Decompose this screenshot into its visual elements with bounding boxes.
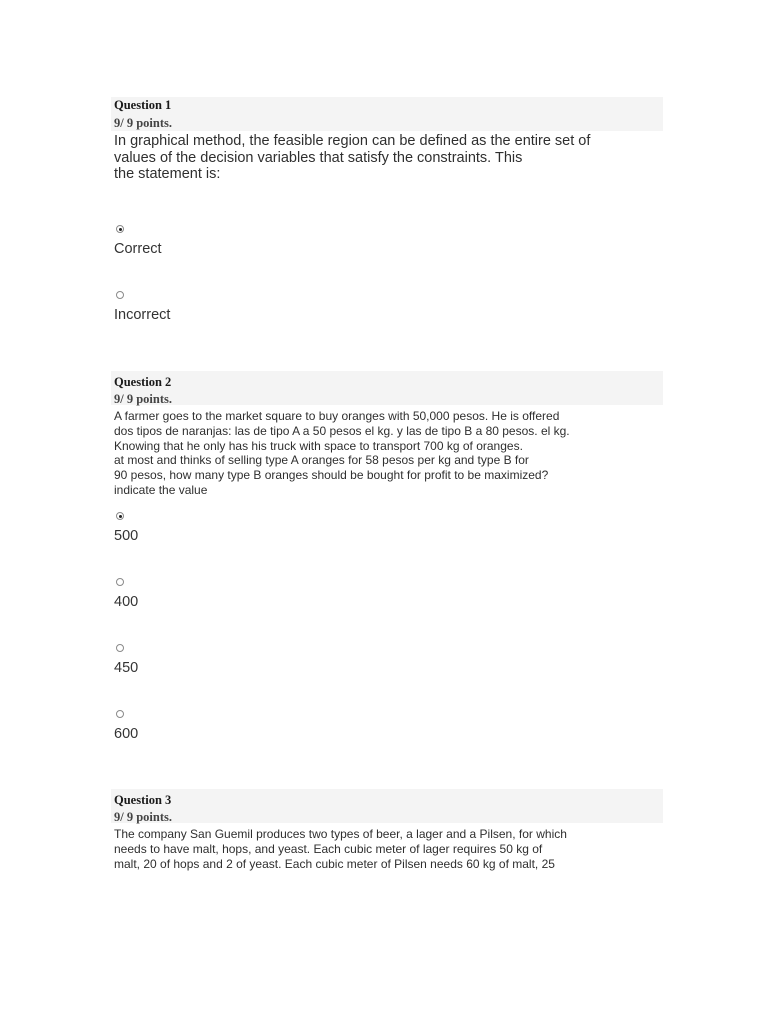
question-points: 9/ 9 points. — [114, 392, 173, 406]
question-header — [111, 371, 663, 405]
question-points: 9/ 9 points. — [114, 116, 173, 130]
answer-option[interactable] — [114, 291, 414, 331]
radio-button[interactable] — [116, 710, 124, 718]
question-text-line: malt, 20 of hops and 2 of yeast. Each cubic meter of Pilsen needs 60 kg of malt, 25 — [114, 856, 555, 871]
question-text-line: 90 pesos, how many type B oranges should be bought for profit to be maximized? — [114, 468, 549, 483]
answer-option[interactable] — [114, 710, 414, 750]
question-text-line: indicate the value — [114, 482, 208, 497]
question-text-line: at most and thinks of selling type A oranges for 58 pesos per kg and type B for — [114, 453, 529, 468]
question-text-line: needs to have malt, hops, and yeast. Each cubic meter of lager requires 50 kg of — [114, 841, 543, 856]
question-title: Question 2 — [114, 375, 172, 389]
radio-button[interactable] — [116, 578, 124, 586]
answer-option-label: 400 — [114, 594, 139, 610]
question-title: Question 1 — [114, 98, 172, 112]
question-text — [114, 133, 634, 183]
question-text-line: The company San Guemil produces two types of beer, a lager and a Pilsen, for which — [114, 827, 567, 841]
question-text-line: A farmer goes to the market square to buy oranges with 50,000 pesos. He is offered — [114, 409, 560, 423]
answer-option[interactable] — [114, 225, 414, 265]
question-header — [111, 97, 663, 131]
question-points: 9/ 9 points. — [114, 810, 173, 824]
answer-option-label: Incorrect — [114, 307, 171, 323]
radio-button[interactable] — [116, 644, 124, 652]
answer-option-label: 450 — [114, 660, 139, 676]
question-text-line: In graphical method, the feasible region can be defined as the entire set of — [114, 133, 591, 149]
question-title: Question 3 — [114, 793, 172, 807]
question-text-line: Knowing that he only has his truck with space to transport 700 kg of oranges. — [114, 438, 523, 453]
answer-option-label: Correct — [114, 241, 162, 257]
radio-button[interactable] — [116, 291, 124, 299]
question-header — [111, 789, 663, 823]
answer-option-label: 500 — [114, 528, 139, 544]
question-text-line: values of the decision variables that satisfy the constraints. This — [114, 149, 523, 166]
radio-button[interactable] — [116, 512, 124, 520]
question-text-line: dos tipos de naranjas: las de tipo A a 50 pesos el kg. y las de tipo B a 80 pesos. el kg. — [114, 423, 570, 438]
radio-button[interactable] — [116, 225, 124, 233]
answer-option-label: 600 — [114, 726, 139, 742]
answer-option[interactable] — [114, 512, 414, 552]
question-text-line: the statement is: — [114, 166, 221, 182]
answer-option[interactable] — [114, 644, 414, 684]
question-text — [114, 409, 634, 498]
answer-option[interactable] — [114, 578, 414, 618]
question-text — [114, 827, 634, 871]
